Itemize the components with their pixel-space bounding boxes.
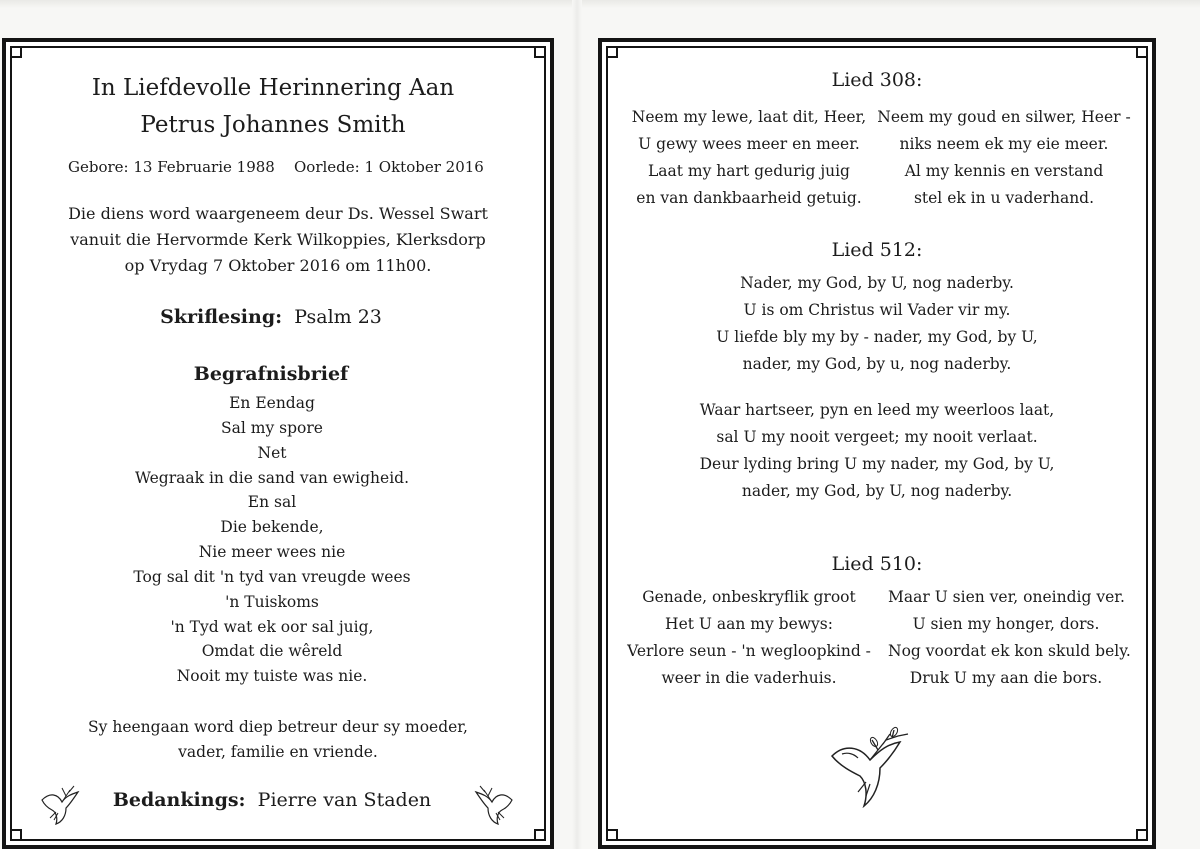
birth-date: Gebore: 13 Februarie 1988 [68,158,275,176]
hymn-verse [598,397,1156,505]
hymn-column [616,104,882,212]
letter-line: Omdat die wêreld [201,642,343,660]
dove-icon [828,726,928,808]
hymn-line: Maar U sien ver, oneindig ver. [888,588,1125,606]
letter-line: Sal my spore [221,419,323,437]
dove-icon [36,782,86,826]
hymn-line: Laat my hart gedurig juig [648,162,850,180]
hymn-line: Neem my goud en silwer, Heer - [877,108,1131,126]
hymn-title: Lied 308: [831,69,923,91]
hymn-line: Nog voordat ek kon skuld bely. [888,642,1131,660]
hymn-line: Het U aan my bewys: [665,615,833,633]
scripture-reading [0,306,554,328]
letter-line: 'n Tyd wat ek oor sal juig, [170,618,374,636]
letter-line: Wegraak in die sand van ewigheid. [134,469,410,487]
right-page [598,38,1156,849]
hymn-line: U gewy wees meer en meer. [638,135,860,153]
page-fold [572,0,582,849]
hymn-verse [598,270,1156,378]
hymn-column [616,584,882,692]
hymn-line: niks neem ek my eie meer. [899,135,1109,153]
hymn-line: Deur lyding bring U my nader, my God, by U, [699,455,1055,473]
hymn-line: weer in die vaderhuis. [661,669,837,687]
reading-label: Skriflesing: [160,306,283,328]
letter-title: Begrafnisbrief [193,363,349,385]
hymn-line: nader, my God, by U, nog naderby. [741,482,1013,500]
thanks-label: Bedankings: [112,789,246,811]
hymn-line: stel ek in u vaderhand. [913,189,1095,207]
letter-line: Die bekende, [220,518,324,536]
left-page [2,38,554,849]
hymn-column [876,104,1132,212]
hymn-line: Genade, onbeskryflik groot [642,588,856,606]
hymn-line: U liefde bly my by - nader, my God, by U, [716,328,1038,346]
letter-line: En sal [247,493,297,511]
thanks-value: Pierre van Staden [257,789,432,811]
mourning-line: vader, familie en vriende. [178,743,378,761]
mourning-line: Sy heengaan word diep betreur deur sy moeder, [88,718,468,736]
letter-line: Net [257,444,287,462]
letter-line: Tog sal dit 'n tyd van vreugde wees [133,568,411,586]
reading-value: Psalm 23 [294,306,382,328]
letter-line: 'n Tuiskoms [225,593,319,611]
letter-line: Nie meer wees nie [198,543,346,561]
memorial-title: In Liefdevolle Herinnering Aan [91,75,455,101]
hymn-column [888,584,1131,692]
hymn-line: Al my kennis en verstand [904,162,1104,180]
hymn-line: U is om Christus wil Vader vir my. [743,301,1011,319]
letter-line: Nooit my tuiste was nie. [176,667,368,685]
dove-icon [468,782,518,826]
hymn-title: Lied 512: [831,239,923,261]
hymn-line: Druk U my aan die bors. [909,669,1103,687]
hymn-line: Neem my lewe, laat dit, Heer, [631,108,867,126]
service-line: Die diens word waargeneem deur Ds. Wessel Swart [68,204,488,223]
hymn-line: nader, my God, by u, nog naderby. [742,355,1012,373]
hymn-line: U sien my honger, dors. [912,615,1100,633]
hymn-line: sal U my nooit vergeet; my nooit verlaat. [716,428,1038,446]
hymn-line: Waar hartseer, pyn en leed my weerloos laat, [699,401,1055,419]
death-date: Oorlede: 1 Oktober 2016 [294,158,484,176]
deceased-name: Petrus Johannes Smith [140,112,406,138]
hymn-line: en van dankbaarheid getuig. [636,189,862,207]
letter-line: En Eendag [229,394,315,412]
hymn-line: Nader, my God, by U, nog naderby. [740,274,1014,292]
service-line: op Vrydag 7 Oktober 2016 om 11h00. [124,256,432,275]
service-line: vanuit die Hervormde Kerk Wilkoppies, Klerksdorp [70,230,486,249]
hymn-title: Lied 510: [831,553,923,575]
hymn-line: Verlore seun - 'n wegloopkind - [627,642,871,660]
